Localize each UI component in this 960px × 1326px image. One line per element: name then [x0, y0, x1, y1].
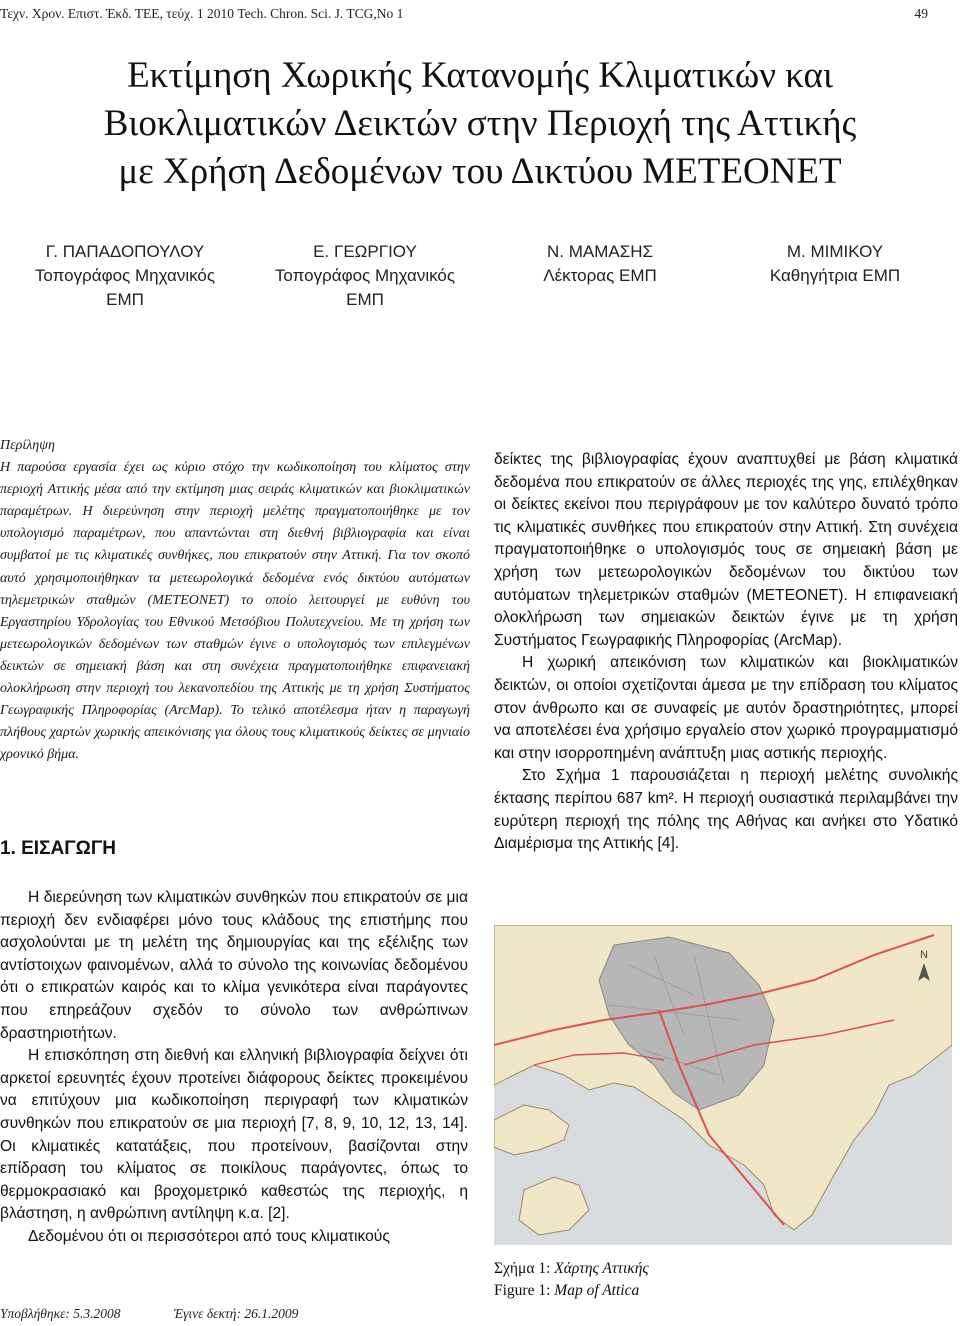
author-affiliation-2: ΕΜΠ	[106, 290, 144, 309]
intro-paragraph-2: Η επισκόπηση στη διεθνή και ελληνική βιβλιογραφία δείχνει ότι αρκετοί ερευνητές έχουν προτείνει διάφορους δείκτες προκειμένου να επιτύχουν μια κωδικοποίηση περιγραφή των κλιματικών συνθηκών που επικρατούν σε μια περιοχή [7, 8, 9, 10, 12, 13, 14]. Οι κλιματικές κατατάξεις, που προτείνουν, βασίζονται στην επίδραση του κλίματος σε ποικίλους παράγοντες, όπως το θερμοκρασιακό και βροχομετρικό καθεστώς της περιοχής, η βλάστηση, η ανθρώπινη αντίληψη κ.α. [2].	[0, 1047, 468, 1223]
attica-map-figure	[494, 925, 952, 1245]
submission-dates	[0, 1306, 348, 1322]
author-3	[490, 240, 710, 288]
author-affiliation: Τοπογράφος Μηχανικός	[34, 266, 216, 285]
intro-paragraph-1: Η διερεύνηση των κλιματικών συνθηκών που επικρατούν σε μια περιοχή δεν ενδιαφέρει μόνο τους κλάδους της επιστήμης που ασχολούνται με τη μελέτη της δημιουργίας και της εξέλιξης των αντίστοιχων φαινομένων, αλλά το σύνολο της κοινωνίας δεδομένου ότι ο επικρατών καιρός και το κλίμα γενικότερα είναι παράγοντες που επηρεάζουν σχεδόν το σύνολο των ανθρώπινων δραστηριοτήτων.	[0, 889, 468, 1042]
author-2	[240, 240, 490, 312]
caption-label-en: Figure 1:	[494, 1282, 551, 1299]
abstract	[0, 435, 470, 766]
abstract-label: Περίληψη	[0, 438, 55, 453]
author-affiliation: Λέκτορας ΕΜΠ	[543, 266, 657, 285]
page-number: 49	[914, 6, 928, 21]
intro-paragraph-3: Δεδομένου ότι οι περισσότεροι από τους κλιματικούς	[28, 1227, 390, 1245]
author-affiliation-2: ΕΜΠ	[346, 290, 384, 309]
figure-caption-greek	[494, 1258, 649, 1280]
figure-caption	[494, 1258, 649, 1302]
submitted-date: Υποβλήθηκε: 5.3.2008	[0, 1306, 121, 1321]
abstract-text: Η παρούσα εργασία έχει ως κύριο στόχο την κωδικοποίηση του κλίματος στην περιοχή Αττικής μέσα από την εκτίμηση μιας σειράς κλιματικών και βιοκλιματικών παραμέτρων. Η διερεύνηση στην περιοχή μελέτης πραγματοποιήθηκε με τον υπολογισμό παραμέτρων, που απαντώνται στη διεθνή βιβλιογραφία και είναι συμβατοί με τις κλιματικές συνθήκες, που επικρατούν στην Αττική. Για τον σκοπό αυτό χρησιμοποιήθηκαν τα μετεωρολογικά δεδομένα ενός δικτύου αυτόματων τηλεμετρικών σταθμών (ΜΕΤΕΟΝΕΤ) το οποίο λειτουργεί με ευθύνη του Εργαστηρίου Υδρολογίας του Εθνικού Μετσόβιου Πολυτεχνείου. Με τη χρήση των μετεωρολογικών δεδομένων των σταθμών έγινε ο υπολογισμός των επιλεγμένων δεικτών σε σημειακή βάση και στη συνέχεια πραγματοποιήθηκε επιφανειακή ολοκλήρωση στην περιοχή του λεκανοπεδίου της Αττικής με τη χρήση Συστήματος Γεωγραφικής Πληροφορίας (ArcMap). Το τελικό αποτέλεσμα ήταν η παραγωγή πλήθους χαρτών χωρικής απεικόνισης για όλους τους κλιματικούς δείκτες σε μηνιαίο χρονικό βήμα.	[0, 460, 470, 763]
right-paragraph-2: Η χωρική απεικόνιση των κλιματικών και βιοκλιματικών δεικτών, οι οποίοι σχετίζονται άμεσα με την επίδραση του κλίματος στον άνθρωπο και σε συναφείς με αυτόν δραστηριότητες, μπορεί να αποτελέσει ένα χρήσιμο εργαλείο στον χωρικό προγραμματισμό και στην ισορροπημένη ανάπτυξη μιας αστικής περιοχής.	[494, 654, 958, 762]
caption-label-gr: Σχήμα 1:	[494, 1260, 551, 1277]
title-line-1: Εκτίμηση Χωρικής Κατανομής Κλιματικών και	[127, 55, 833, 96]
title-line-2: Βιοκλιματικών Δεικτών στην Περιοχή της Αττικής	[103, 103, 857, 144]
paper-title	[20, 52, 940, 196]
author-name: Ν. ΜΑΜΑΣΗΣ	[546, 242, 654, 261]
author-name: Γ. ΠΑΠΑΔΟΠΟΥΛΟΥ	[45, 242, 205, 261]
author-1	[0, 240, 250, 312]
author-name: Ε. ΓΕΩΡΓΙΟΥ	[313, 242, 417, 261]
title-line-3: με Χρήση Δεδομένων του Δικτύου ΜΕΤΕΟΝΕΤ	[118, 151, 842, 192]
author-affiliation: Τοπογράφος Μηχανικός	[274, 266, 456, 285]
caption-text-en: Map of Attica	[554, 1282, 640, 1299]
caption-text-gr: Χάρτης Αττικής	[554, 1260, 649, 1277]
right-column	[494, 449, 958, 856]
running-head	[0, 6, 940, 22]
accepted-date: Έγινε δεκτή: 26.1.2009	[173, 1306, 299, 1321]
figure-caption-english	[494, 1280, 649, 1302]
intro-left-column	[0, 887, 468, 1249]
author-affiliation: Καθηγήτρια ΕΜΠ	[769, 266, 901, 285]
author-4	[725, 240, 945, 288]
north-arrow-label: N	[920, 949, 928, 961]
author-name: Μ. ΜΙΜΙΚΟΥ	[786, 242, 884, 261]
author-list	[0, 240, 960, 330]
right-paragraph-1: δείκτες της βιβλιογραφίας έχουν αναπτυχθεί με βάση κλιματικά δεδομένα που επικρατούν σε άλλες περιοχές της γης, επιλέχθηκαν οι δείκτες εκείνοι που περιγράφουν με τον καλύτερο δυνατό τρόπο τις κλιματικές συνθήκες που επικρατούν στην Αττική. Στη συνέχεια πραγματοποιήθηκε ο υπολογισμός τους σε σημειακή βάση με χρήση των μετεωρολογικών δεδομένων του δικτύου των αυτόματων τηλεμετρικών σταθμών (ΜΕΤΕΟΝΕΤ). Η επιφανειακή ολοκλήρωση των σημειακών δεικτών έγινε με τη χρήση Συστήματος Γεωγραφικής Πληροφορίας (ArcMap).	[494, 451, 958, 649]
journal-citation: Τεχν. Χρον. Επιστ. Έκδ. ΤΕΕ, τεύχ. 1 2010 Tech. Chron. Sci. J. TCG,No 1	[0, 6, 404, 21]
right-paragraph-3: Στο Σχήμα 1 παρουσιάζεται η περιοχή μελέτης συνολικής έκτασης περίπου 687 km². Η περιοχή ουσιαστικά περιλαμβάνει την ευρύτερη περιοχή της πόλης της Αθήνας και ανήκει στο Υδατικό Διαμέρισμα της Αττικής [4].	[494, 767, 958, 853]
section-heading: 1. ΕΙΣΑΓΩΓΗ	[0, 838, 116, 859]
